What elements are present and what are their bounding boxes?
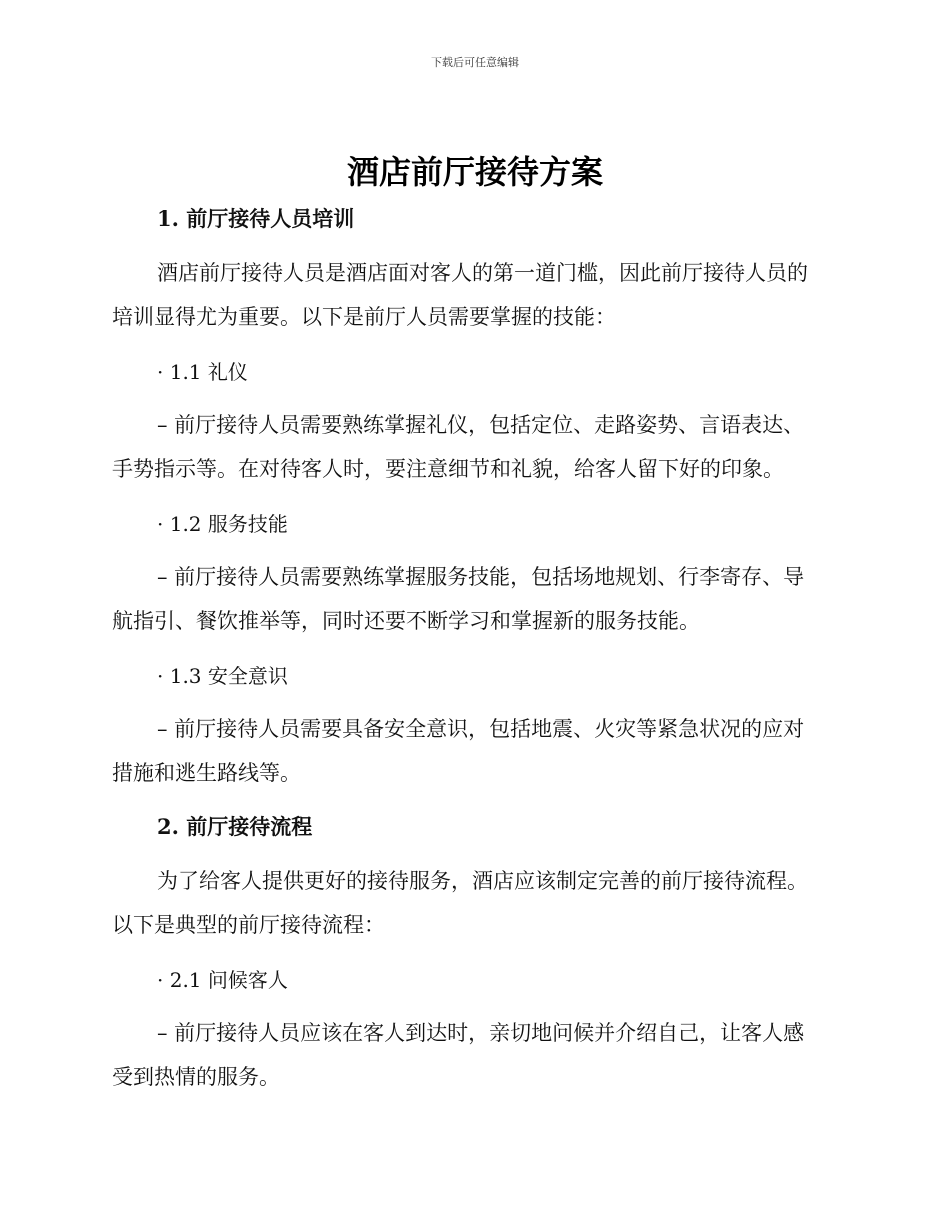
- item-1-3-label: · 1.3 安全意识: [157, 664, 288, 688]
- section-1-intro-line-1: 酒店前厅接待人员是酒店面对客人的第一道门槛，因此前厅接待人员的: [157, 261, 808, 285]
- item-1-3-desc-line-2: 措施和逃生路线等。: [112, 761, 301, 785]
- section-heading-1: 1. 前厅接待人员培训: [157, 206, 355, 231]
- item-1-1-desc-line-2: 手势指示等。在对待客人时，要注意细节和礼貌，给客人留下好的印象。: [112, 457, 784, 481]
- item-1-3-desc-line-1: – 前厅接待人员需要具备安全意识，包括地震、火灾等紧急状况的应对: [157, 717, 805, 741]
- section-2-intro-line-1: 为了给客人提供更好的接待服务，酒店应该制定完善的前厅接待流程。: [157, 869, 808, 893]
- item-2-1-desc-line-1: – 前厅接待人员应该在客人到达时，亲切地问候并介绍自己，让客人感: [157, 1021, 805, 1045]
- document-title: 酒店前厅接待方案: [346, 153, 603, 191]
- item-2-1-label: · 2.1 问候客人: [157, 968, 288, 992]
- section-1-intro-line-2: 培训显得尤为重要。以下是前厅人员需要掌握的技能：: [112, 305, 616, 329]
- section-heading-2: 2. 前厅接待流程: [157, 814, 313, 839]
- section-2-intro-line-2: 以下是典型的前厅接待流程：: [112, 913, 385, 937]
- item-1-1-desc-line-1: – 前厅接待人员需要熟练掌握礼仪，包括定位、走路姿势、言语表达、: [157, 413, 805, 437]
- header-note: 下载后可任意编辑: [431, 56, 519, 69]
- item-1-2-label: · 1.2 服务技能: [157, 512, 288, 536]
- item-1-2-desc-line-2: 航指引、餐饮推举等，同时还要不断学习和掌握新的服务技能。: [112, 609, 700, 633]
- item-1-2-desc-line-1: – 前厅接待人员需要熟练掌握服务技能，包括场地规划、行李寄存、导: [157, 565, 805, 589]
- item-2-1-desc-line-2: 受到热情的服务。: [112, 1065, 280, 1089]
- item-1-1-label: · 1.1 礼仪: [157, 360, 248, 384]
